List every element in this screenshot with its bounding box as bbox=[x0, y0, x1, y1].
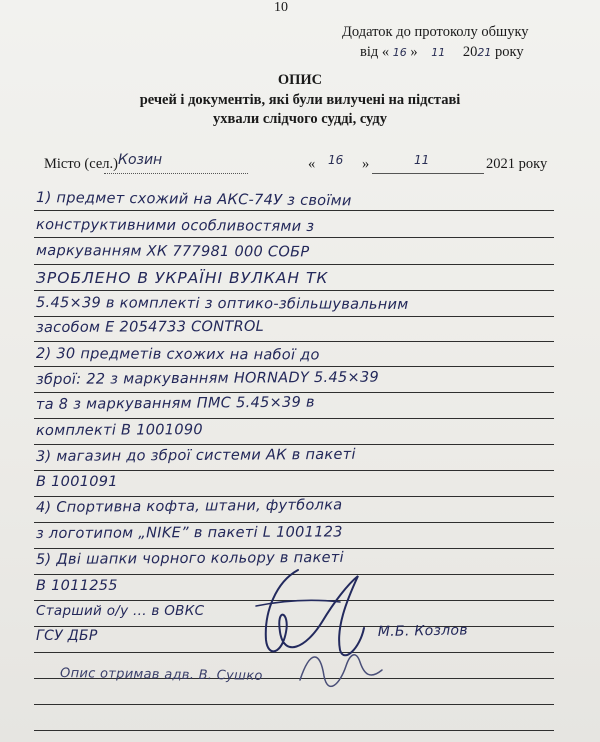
handwritten-line: ГСУ ДБР bbox=[36, 628, 98, 644]
city-label: Місто (сел.) bbox=[44, 156, 118, 172]
handwritten-line: конструктивними особливостями з bbox=[36, 217, 315, 235]
ruled-line bbox=[34, 316, 554, 317]
page-number: 10 bbox=[274, 0, 288, 15]
ruled-line bbox=[34, 704, 554, 705]
city-month: 11 bbox=[414, 153, 430, 167]
ruled-line bbox=[34, 210, 554, 211]
ruled-line bbox=[34, 341, 554, 342]
city-value: Козин bbox=[118, 152, 163, 168]
ruled-line bbox=[34, 418, 554, 419]
ruled-line bbox=[34, 470, 554, 471]
handwritten-line: В 1011255 bbox=[36, 578, 118, 594]
handwritten-line: 3) магазин до зброї системи АК в пакеті bbox=[35, 446, 356, 465]
ruled-line bbox=[34, 522, 554, 523]
handwritten-line: маркуванням ХК 777981 000 СОБР bbox=[36, 243, 310, 261]
ruled-line bbox=[34, 730, 554, 731]
handwritten-line: ЗРОБЛЕНО В УКРАЇНІ ВУЛКАН ТК bbox=[36, 269, 329, 287]
ruled-line bbox=[34, 392, 554, 393]
ruled-line bbox=[34, 548, 554, 549]
ruled-line bbox=[34, 366, 554, 367]
ruled-line bbox=[34, 444, 554, 445]
appendix-day: 16 bbox=[392, 46, 407, 59]
handwritten-line: 5) Дві шапки чорного кольору в пакеті bbox=[35, 549, 345, 568]
ruled-line bbox=[34, 290, 554, 291]
ruled-line bbox=[34, 264, 554, 265]
handwritten-line: 5.45×39 в комплекті з оптико-збільшувальним bbox=[36, 295, 409, 313]
handwritten-line: комплекті В 1001090 bbox=[35, 422, 203, 439]
handwritten-line: 1) предмет схожий на АКС-74У з своїми bbox=[36, 190, 352, 210]
city-day: 16 bbox=[328, 153, 344, 167]
handwritten-line: Старший о/у ... в ОВКС bbox=[36, 603, 205, 619]
ruled-line bbox=[34, 237, 554, 238]
city-date-line: Місто (сел.) Козин « 16 » 11 2021 року bbox=[44, 152, 548, 172]
appendix-month: 11 bbox=[431, 46, 446, 59]
document-subtitle: речей і документів, які були вилучені на підставі ухвали слідчого судді, суду bbox=[139, 92, 461, 127]
city-year: 2021 року bbox=[486, 156, 548, 172]
handwritten-line: В 1001091 bbox=[36, 474, 118, 490]
recipient-signature-icon bbox=[290, 640, 390, 700]
appendix-title: Додаток до протоколу обшуку bbox=[342, 24, 529, 40]
handwritten-line: та 8 з маркуванням ПМС 5.45×39 в bbox=[35, 394, 315, 413]
handwritten-line: 2) 30 предметів схожих на набої до bbox=[36, 346, 320, 364]
handwritten-line: засобом Е 2054733 CONTROL bbox=[35, 318, 265, 336]
appendix-year: 21 bbox=[477, 46, 492, 59]
appendix-header bbox=[342, 22, 529, 63]
handwritten-line: з логотипом „NIKE” в пакеті L 1001123 bbox=[35, 524, 343, 542]
receipt-note: Опис отримав адв. В. Сушко bbox=[60, 666, 263, 684]
handwritten-line: зброї: 22 з маркуванням HORNADY 5.45×39 bbox=[35, 369, 380, 388]
handwritten-line: 4) Спортивна кофта, штани, футболка bbox=[35, 497, 343, 516]
appendix-date: від « 16 » 11 2021 року bbox=[360, 44, 524, 60]
officer-name: М.Б. Козлов bbox=[377, 622, 469, 640]
document-title: ОПИС bbox=[277, 72, 323, 88]
